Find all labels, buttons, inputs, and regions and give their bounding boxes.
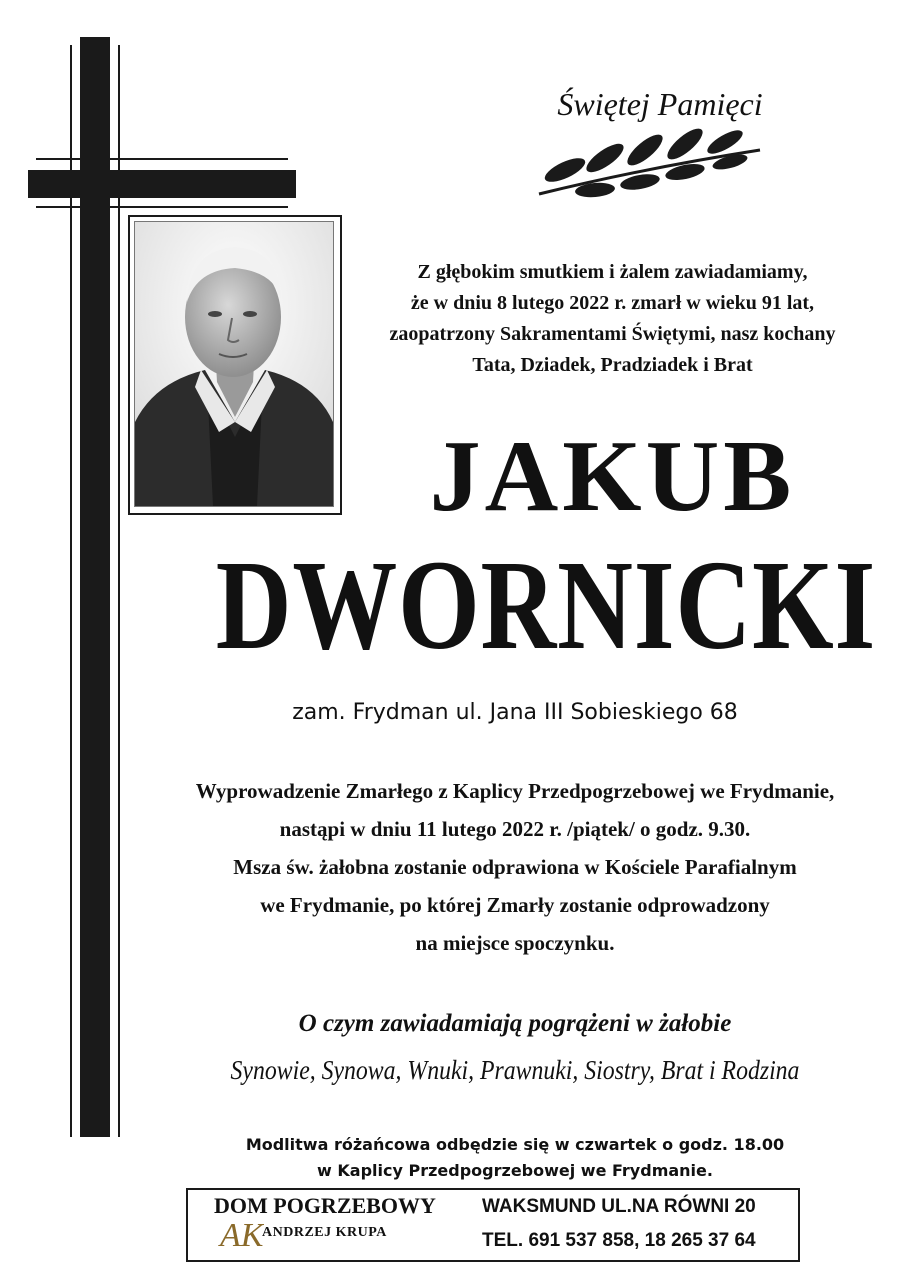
rosary-line: Modlitwa różańcowa odbędzie się w czwartek o godz. 18.00 — [245, 1135, 785, 1154]
memorial-heading: Świętej Pamięci — [557, 86, 763, 122]
mourners-list: Synowie, Synowa, Wnuki, Prawnuki, Siostry, Brat i Rodzina — [230, 1055, 800, 1085]
portrait-image — [135, 222, 333, 506]
funeral-home-phone: TEL. 691 537 858, 18 265 37 64 — [482, 1230, 756, 1251]
rosary-notice — [130, 1132, 900, 1184]
portrait-photo — [134, 221, 334, 507]
funeral-line: na miejsce spoczynku. — [415, 931, 615, 955]
intro-line: zaopatrzony Sakramentami Świętymi, nasz kochany — [389, 323, 836, 345]
intro-line: Tata, Dziadek, Pradziadek i Brat — [472, 354, 753, 376]
funeral-details — [130, 772, 900, 962]
intro-line: Z głębokim smutkiem i żalem zawiadamiamy, — [417, 261, 808, 283]
intro-line: że w dniu 8 lutego 2022 r. zmarł w wieku 91 lat, — [410, 292, 815, 314]
announcement-intro — [340, 257, 885, 381]
funeral-line: nastąpi w dniu 11 lutego 2022 r. /piątek/ o godz. 9.30. — [279, 817, 751, 841]
funeral-line: we Frydmanie, po której Zmarły zostanie odprowadzony — [260, 893, 770, 917]
deceased-first-name: JAKUB — [429, 420, 796, 533]
cross-outline-right — [118, 45, 120, 1137]
funeral-home-logo-icon — [218, 1214, 264, 1254]
funeral-line: Msza św. żałobna zostanie odprawiona w Kościele Parafialnym — [233, 855, 797, 879]
funeral-home-owner: ANDRZEJ KRUPA — [262, 1225, 387, 1240]
cross-outline-left — [70, 45, 72, 1137]
deceased-last-name: DWORNICKI — [215, 534, 877, 676]
rosary-line: w Kaplicy Przedpogrzebowej we Frydmanie. — [317, 1161, 713, 1180]
funeral-home-address: WAKSMUND UL.NA RÓWNI 20 — [482, 1196, 756, 1217]
funeral-line: Wyprowadzenie Zmarłego z Kaplicy Przedpogrzebowej we Frydmanie, — [195, 779, 835, 803]
mourning-title: O czym zawiadamiają pogrążeni w żałobie — [298, 1010, 732, 1037]
cross-outline-top — [36, 158, 288, 160]
cross-vertical-bar — [80, 37, 110, 1137]
cross-horizontal-bar — [28, 170, 296, 198]
olive-branch-icon — [535, 128, 765, 200]
cross-outline-bottom — [36, 206, 288, 208]
svg-text:AK: AK — [220, 1217, 264, 1254]
deceased-address: zam. Frydman ul. Jana III Sobieskiego 68 — [292, 700, 738, 725]
funeral-home-name: DOM POGRZEBOWY — [214, 1193, 436, 1218]
